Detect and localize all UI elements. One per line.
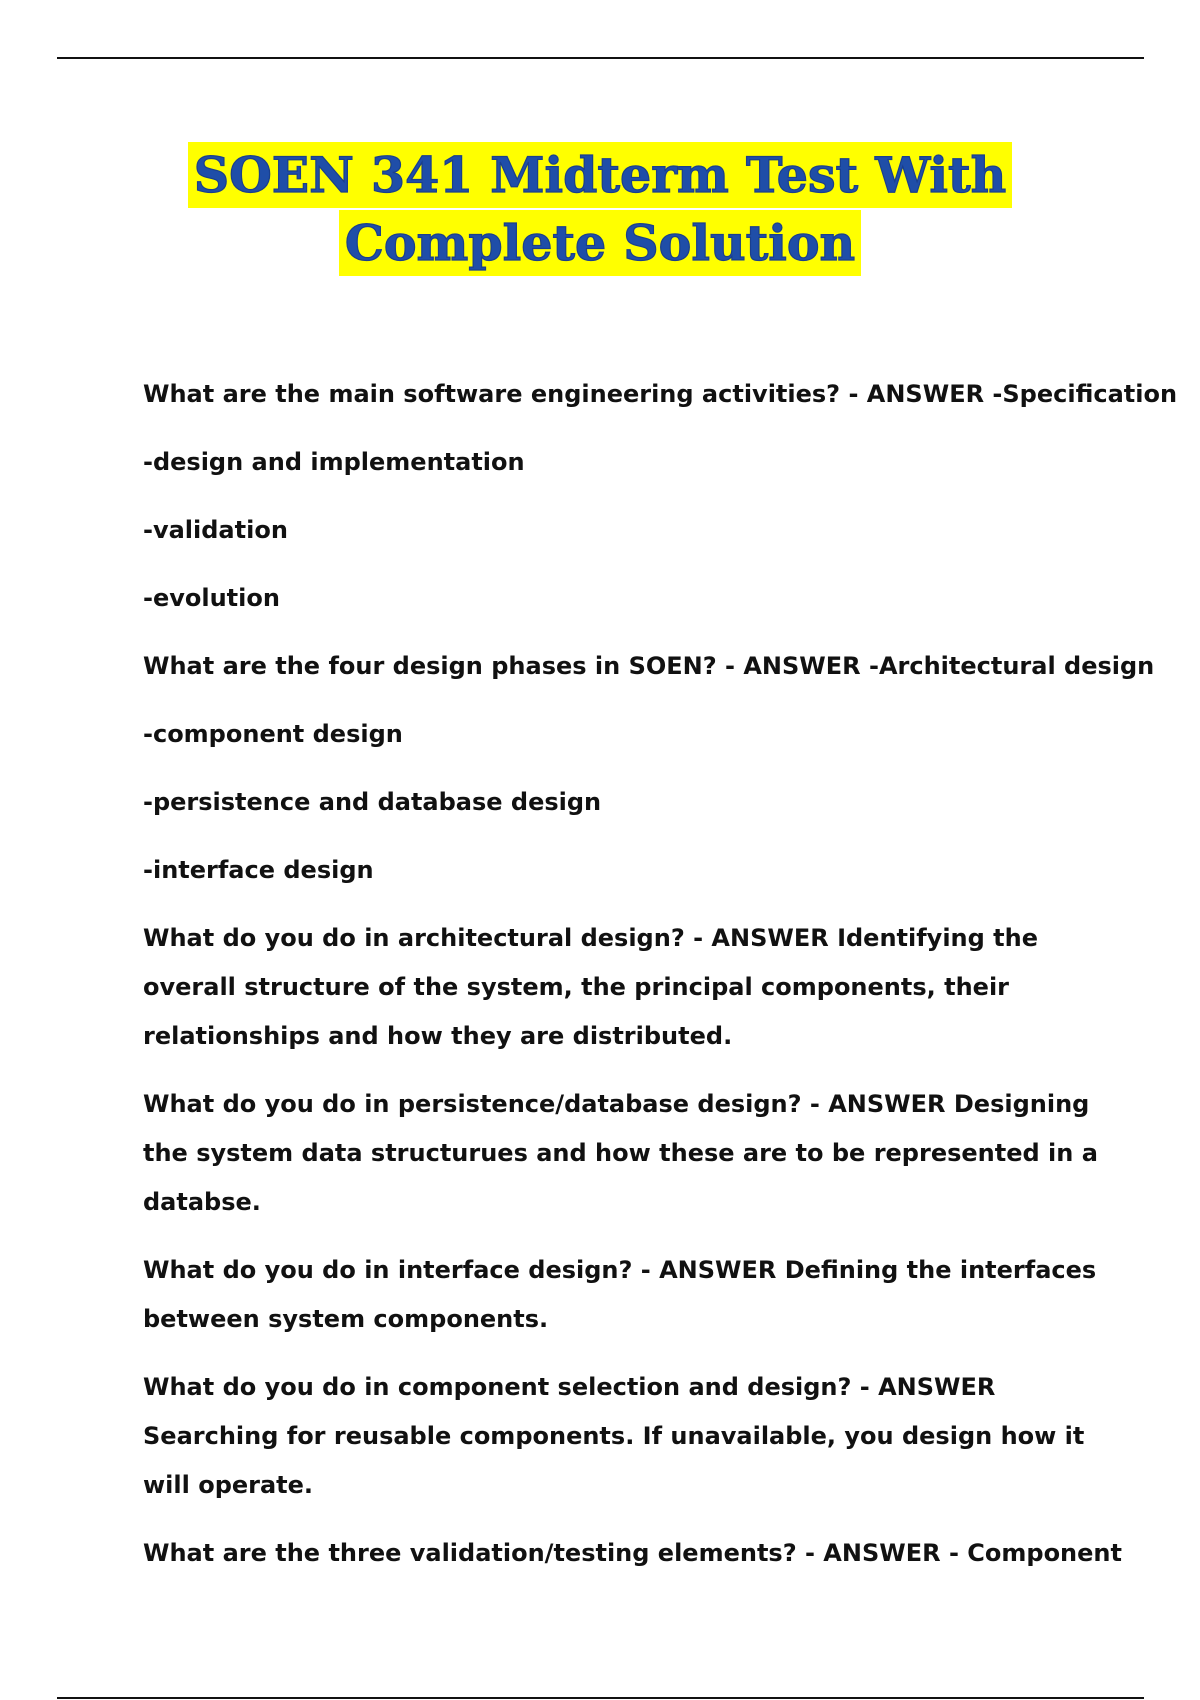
title-line-1: SOEN 341 Midterm Test With [188,142,1013,208]
title-line-2: Complete Solution [339,210,861,276]
top-rule [57,57,1144,59]
paragraph: What are the four design phases in SOEN? - ANSWER -Architectural design [143,652,1155,680]
document-title [0,142,1200,276]
paragraph: What are the three validation/testing elements? - ANSWER - Component [143,1539,1122,1567]
paragraph: -persistence and database design [143,788,602,816]
paragraph: What do you do in interface design? - ANSWER Defining the interfaces between system components. [143,1256,1097,1333]
paragraph: -validation [143,516,288,544]
paragraph: -design and implementation [143,448,525,476]
paragraph: What do you do in architectural design? - ANSWER Identifying the overall structure of the system, the principal components, their relationships and how they are distributed. [143,924,1039,1050]
paragraph: -evolution [143,584,280,612]
document-body [143,370,1178,1597]
paragraph: What are the main software engineering activities? - ANSWER -Specification [143,380,1178,408]
paragraph: -component design [143,720,403,748]
bottom-rule [57,1697,1144,1699]
paragraph: What do you do in persistence/database design? - ANSWER Designing the system data structurues and how these are to be represented in a databse. [143,1090,1098,1216]
paragraph: -interface design [143,856,374,884]
paragraph: What do you do in component selection and design? - ANSWER Searching for reusable components. If unavailable, you design how it will operate. [143,1373,1085,1499]
